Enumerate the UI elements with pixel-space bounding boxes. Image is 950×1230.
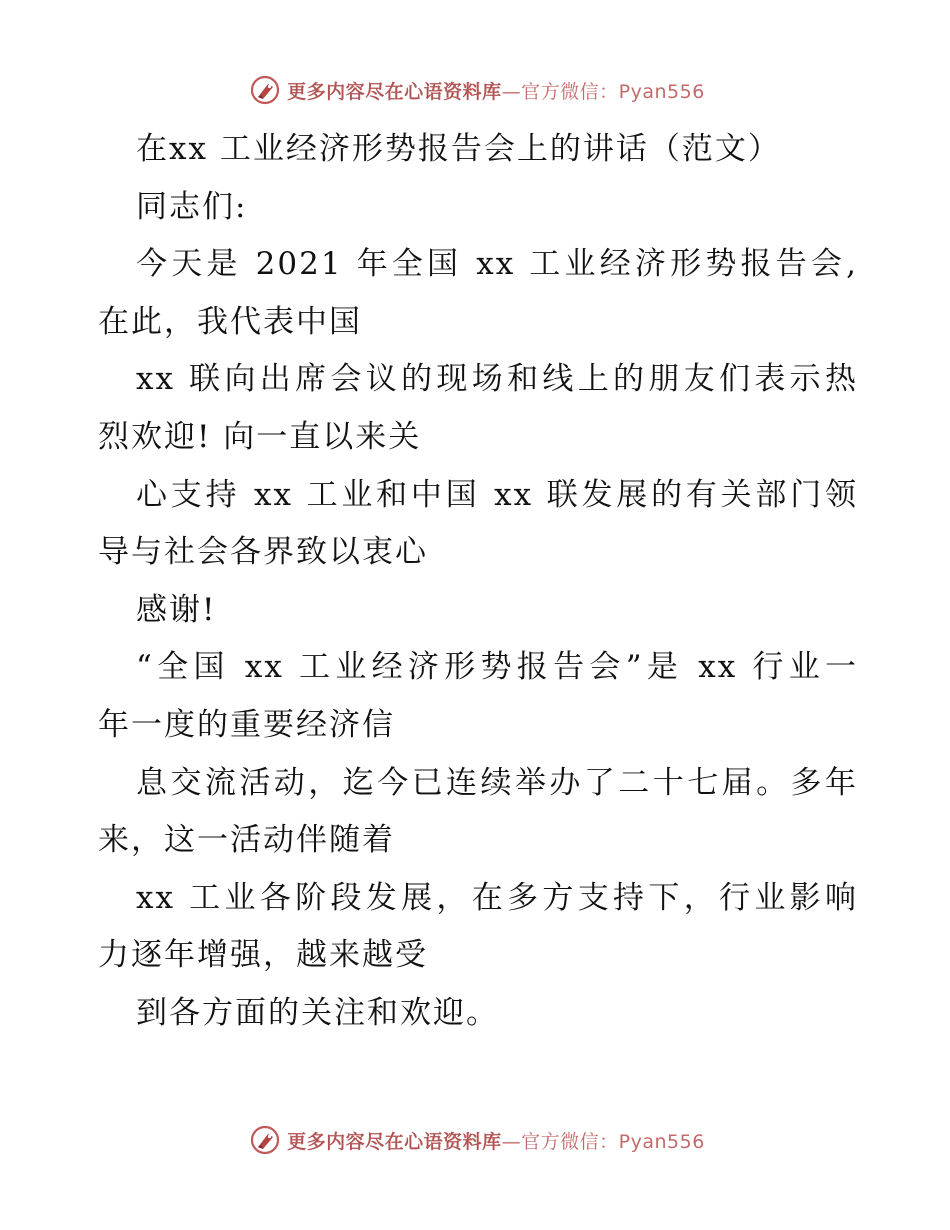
footer-wechat-text: 官方微信：Pyan556 [521, 1130, 705, 1153]
document-line: xx 联向出席会议的现场和线上的朋友们表示热 [136, 361, 858, 398]
document-line: 心支持 xx 工业和中国 xx 联发展的有关部门领 [136, 476, 858, 513]
document-line: xx 工业各阶段发展，在多方支持下，行业影响 [136, 879, 858, 916]
footer-separator: — [501, 1130, 522, 1153]
header-banner-text [287, 77, 705, 104]
document-line: 今天是 2021 年全国 xx 工业经济形势报告会, [136, 246, 858, 283]
document-line: 导与社会各界致以衷心 [98, 534, 428, 571]
document-line: 感谢! [136, 591, 217, 628]
document-line: 息交流活动，迄今已连续举办了二十七届。多年 [136, 764, 858, 801]
document-line: “全国 xx 工业经济形势报告会”是 xx 行业一 [136, 649, 858, 686]
document-line: 同志们: [136, 188, 248, 225]
document-line: 年一度的重要经济信 [98, 706, 395, 743]
footer-banner-text [287, 1127, 705, 1154]
header-wechat-text: 官方微信：Pyan556 [521, 80, 705, 103]
document-line: 到各方面的关注和欢迎。 [136, 994, 499, 1031]
footer-banner-content [249, 1124, 705, 1156]
footer-banner [0, 1120, 950, 1160]
document-line: 力逐年增强，越来越受 [98, 937, 428, 974]
header-separator: — [501, 80, 522, 103]
header-brand-text: 更多内容尽在心语资料库 [287, 80, 502, 103]
footer-brand-text: 更多内容尽在心语资料库 [287, 1130, 502, 1153]
document-line: 来，这一活动伴随着 [98, 822, 395, 859]
pen-nib-logo-icon [249, 74, 281, 106]
header-banner-content [249, 74, 705, 106]
document-line: 在xx 工业经济形势报告会上的讲话（范文） [136, 131, 781, 167]
pen-nib-logo-icon [249, 1124, 281, 1156]
document-line: 烈欢迎! 向一直以来关 [98, 418, 422, 455]
header-banner [0, 70, 950, 110]
document-body [98, 121, 858, 1043]
document-line: 在此，我代表中国 [98, 303, 362, 340]
